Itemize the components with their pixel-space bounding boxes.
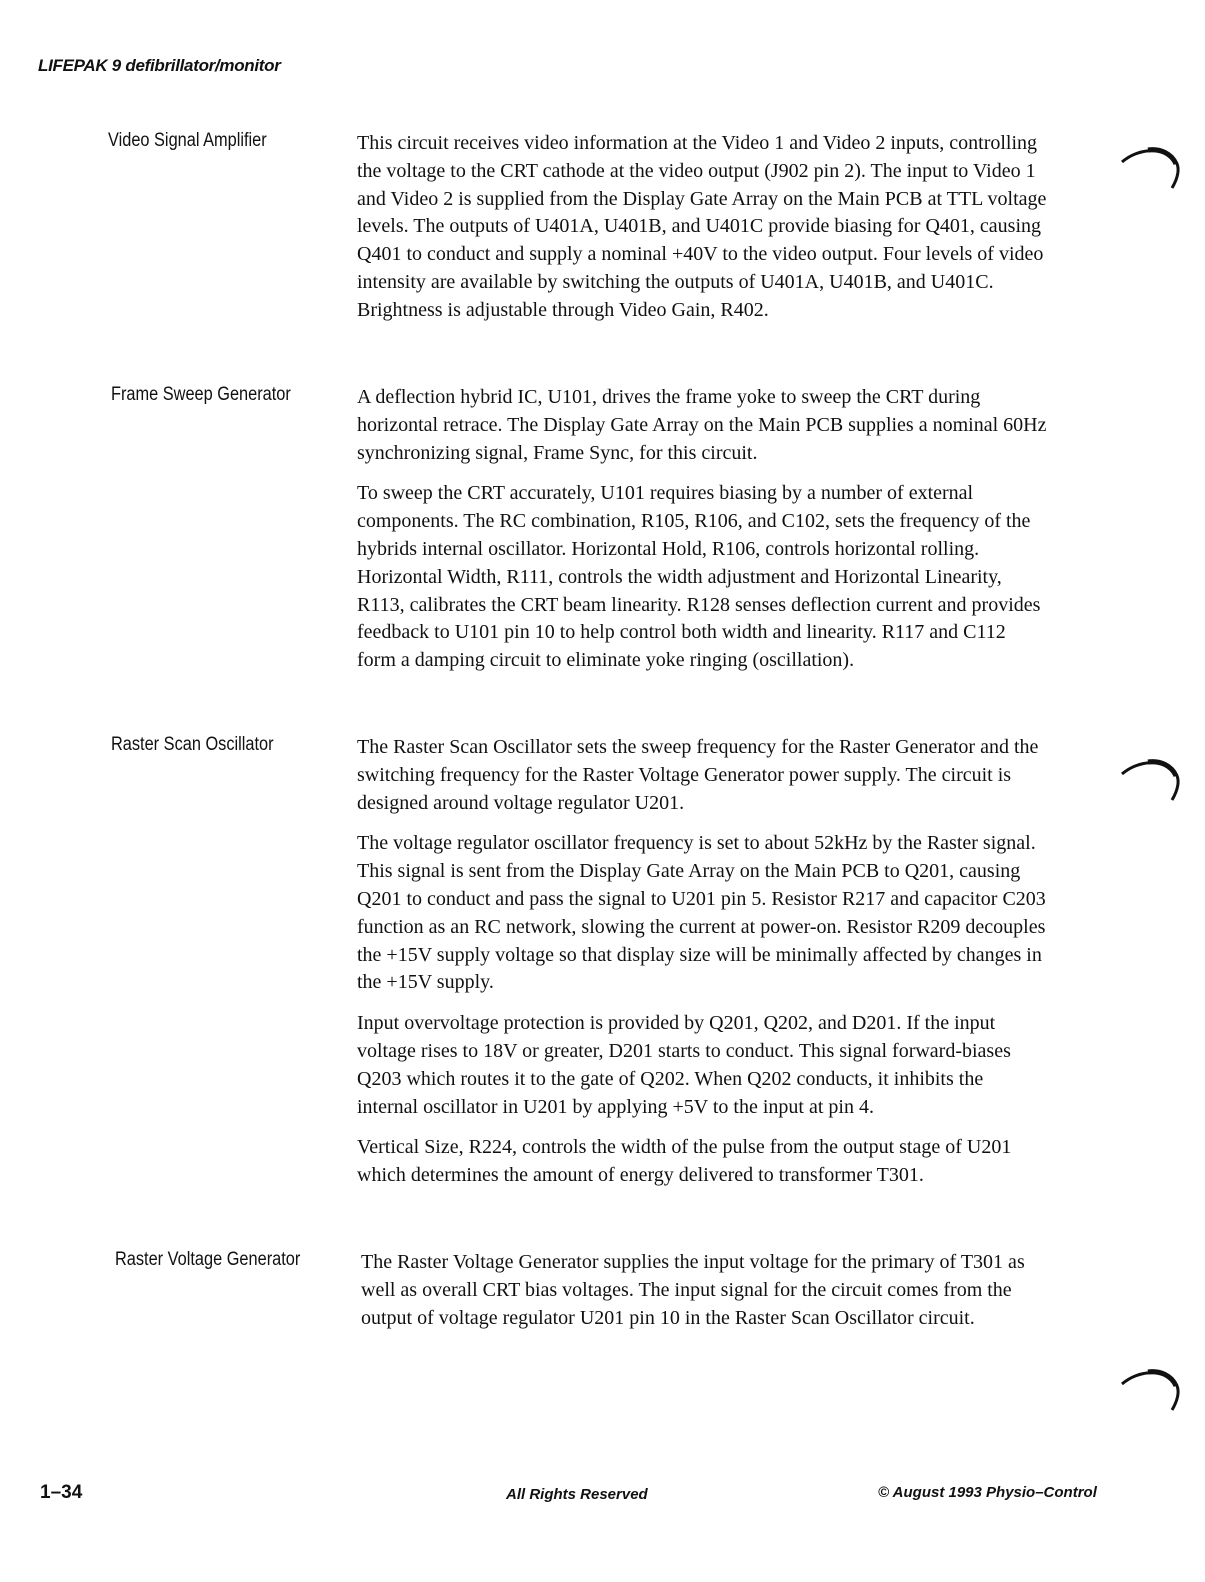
paragraph: The voltage regulator oscillator frequency is set to about 52kHz by the Raster signal. This signal is sent from the Display Gate Array on the Main PCB to Q201, causing Q201 to conduct and pass the signal to U201 pin 5. Resistor R217 and capacitor C203 function as an RC network, slowing the current at power-on. Resistor R209 decouples the +15V supply voltage so that display size will be minimally affected by changes in the +15V supply. [357,832,1046,994]
section-heading: Raster Voltage Generator [115,1249,301,1270]
footer-rights: All Rights Reserved [506,1486,648,1503]
paragraph: A deflection hybrid IC, U101, drives the frame yoke to sweep the CRT during horizontal retrace. The Display Gate Array on the Main PCB supplies a nominal 60Hz synchronizing signal, Frame Sync, for this circuit. [357,386,1047,464]
paragraph: Input overvoltage protection is provided by Q201, Q202, and D201. If the input voltage rises to 18V or greater, D201 starts to conduct. This signal forward-biases Q203 which routes it to the gate of Q202. When Q202 conducts, it inhibits the internal oscillator in U201 by applying +5V to the input at pin 4. [357,1012,1011,1118]
binder-mark-icon [1120,1362,1182,1412]
section-body [357,384,1047,688]
section-body [357,734,1047,1203]
section-body [361,1249,1051,1345]
paragraph: The Raster Scan Oscillator sets the sweep frequency for the Raster Generator and the switching frequency for the Raster Voltage Generator power supply. The circuit is designed around voltage regulator U201. [357,736,1039,814]
document-header: LIFEPAK 9 defibrillator/monitor [38,56,281,75]
page-number: 1–34 [40,1482,83,1503]
binder-mark-icon [1120,752,1182,802]
paragraph: This circuit receives video information at the Video 1 and Video 2 inputs, controlling the voltage to the CRT cathode at the video output (J902 pin 2). The input to Video 1 and Video 2 is supplied from the Display Gate Array on the Main PCB at TTL voltage levels. The outputs of U401A, U401B, and U401C provide biasing for Q401, causing Q401 to conduct and supply a nominal +40V to the video output. Four levels of video intensity are available by switching the outputs of U401A, U401B, and U401C. Brightness is adjustable through Video Gain, R402. [357,132,1047,321]
paragraph: To sweep the CRT accurately, U101 requires biasing by a number of external components. The RC combination, R105, R106, and C102, sets the frequency of the hybrids internal oscillator. Horizontal Hold, R106, controls horizontal rolling. Horizontal Width, R111, controls the width adjustment and Horizontal Linearity, R113, calibrates the CRT beam linearity. R128 senses deflection current and provides feedback to U101 pin 10 to help control both width and linearity. R117 and C112 form a damping circuit to eliminate yoke ringing (oscillation). [357,482,1041,672]
section-body [357,130,1047,338]
section-heading: Video Signal Amplifier [108,130,267,151]
footer-copyright: © August 1993 Physio–Control [878,1484,1097,1501]
paragraph: The Raster Voltage Generator supplies the input voltage for the primary of T301 as well as overall CRT bias voltages. The input signal for the circuit comes from the output of voltage regulator U201 pin 10 in the Raster Scan Oscillator circuit. [361,1251,1025,1329]
binder-mark-icon [1120,140,1182,190]
paragraph: Vertical Size, R224, controls the width of the pulse from the output stage of U201 which determines the amount of energy delivered to transformer T301. [357,1136,1012,1187]
section-heading: Raster Scan Oscillator [111,734,274,755]
section-heading: Frame Sweep Generator [111,384,291,405]
